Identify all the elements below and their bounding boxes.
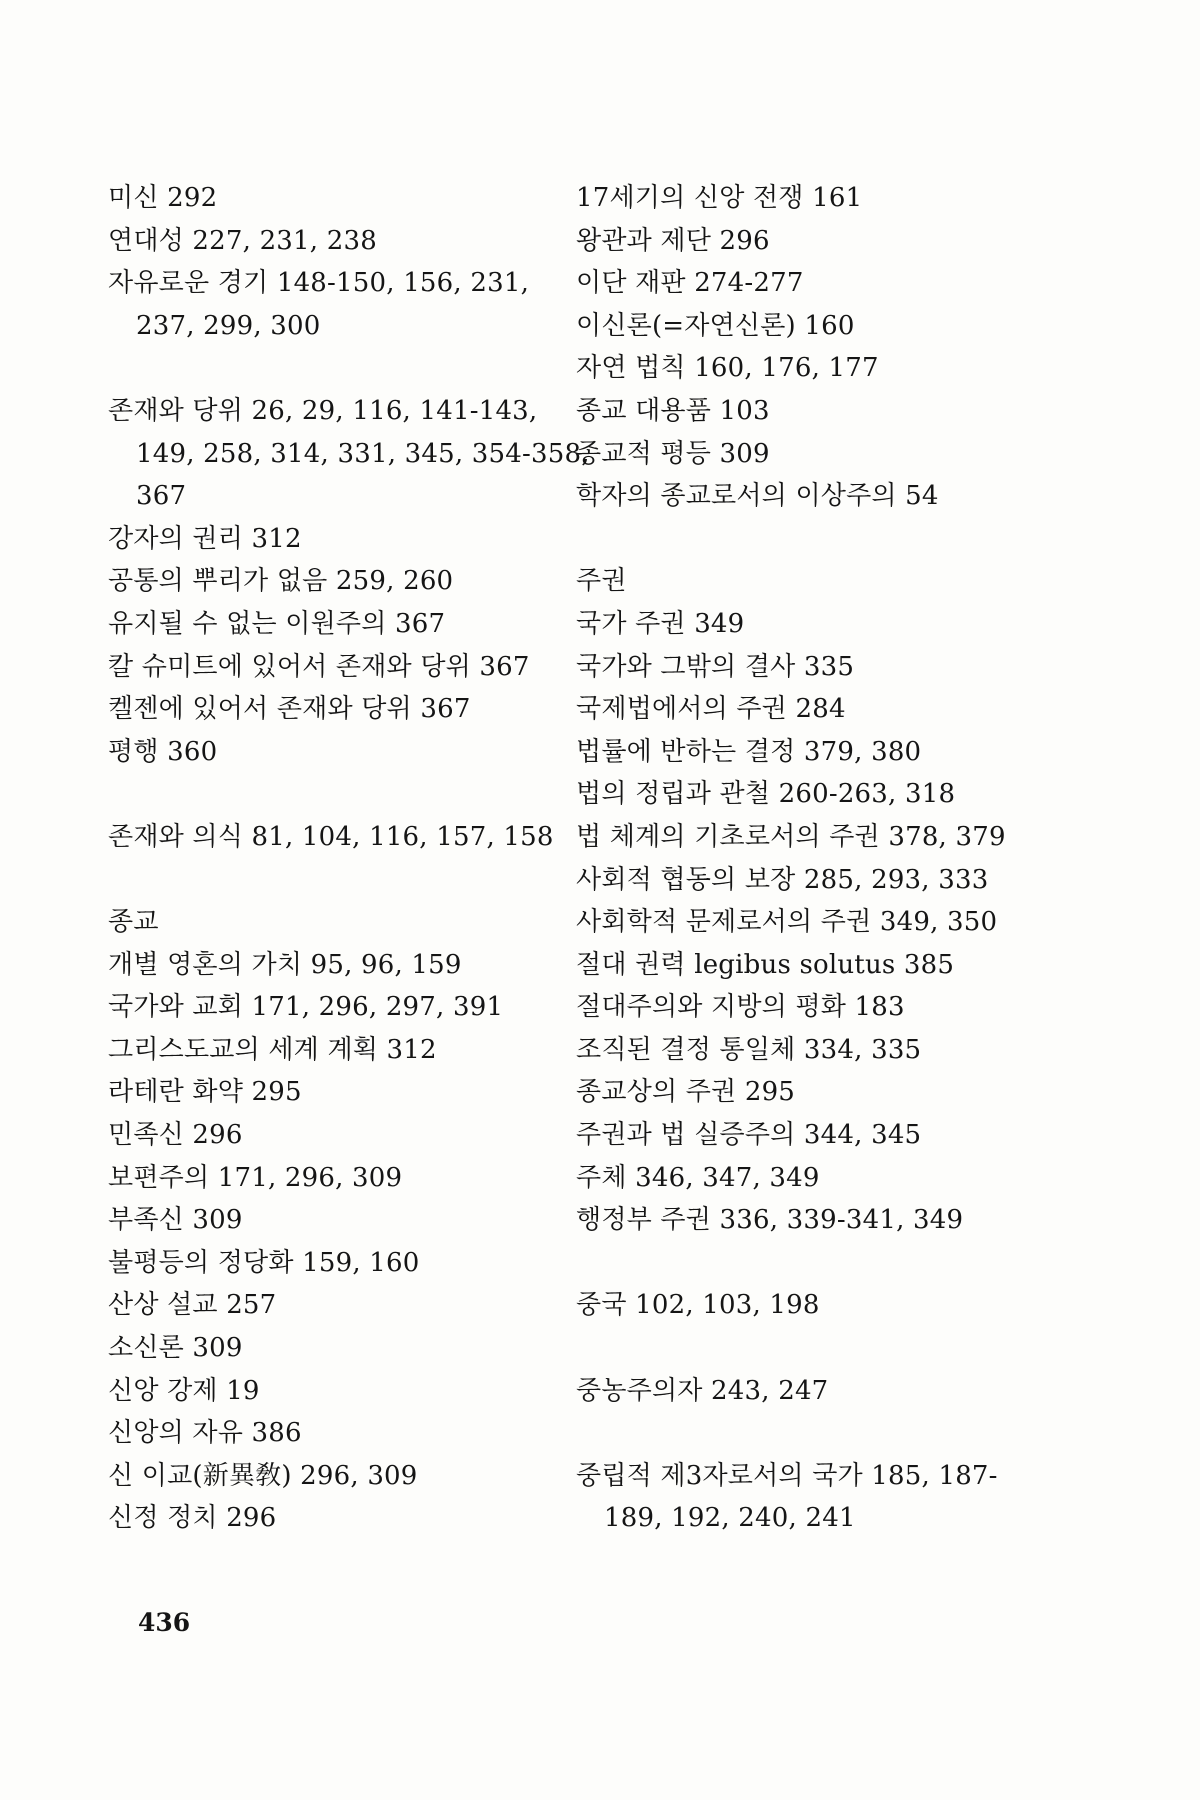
index-entry: 그리스도교의 세계 계획 312 [108, 1034, 437, 1065]
index-entry: 신정 정치 296 [108, 1503, 277, 1534]
index-spacer [108, 859, 548, 902]
index-entry: 공통의 뿌리가 없음 259, 260 [108, 566, 454, 597]
index-entry: 이단 재판 274-277 [576, 268, 804, 299]
index-entry: 강자의 권리 312 [108, 523, 302, 554]
index-entry: 신앙의 자유 386 [108, 1418, 302, 1449]
index-entry: 중농주의자 243, 247 [576, 1375, 829, 1406]
index-column-left [108, 177, 590, 1540]
index-entry: 국가와 그밖의 결사 335 [576, 651, 855, 682]
index-entry: 종교 [108, 907, 159, 938]
index-entry: 존재와 당위 26, 29, 116, 141-143, [108, 395, 538, 426]
index-entry: 켈젠에 있어서 존재와 당위 367 [108, 694, 471, 725]
index-spacer [108, 347, 548, 390]
index-entry: 존재와 의식 81, 104, 116, 157, 158 [108, 821, 554, 852]
index-entry: 종교 대용품 103 [576, 395, 770, 426]
index-entry: 17세기의 신앙 전쟁 161 [576, 183, 863, 213]
index-entry: 라테란 화약 295 [108, 1077, 302, 1108]
index-entry: 자연 법칙 160, 176, 177 [576, 353, 879, 384]
index-entry: 법 체계의 기초로서의 주권 378, 379 [576, 821, 1006, 852]
index-entry: 종교상의 주권 295 [576, 1077, 796, 1108]
index-entry: 국가 주권 349 [576, 608, 745, 639]
index-entry: 사회적 협동의 보장 285, 293, 333 [576, 864, 989, 895]
index-entry: 민족신 296 [108, 1120, 243, 1151]
index-spacer [108, 773, 548, 816]
index-entry: 국가와 교회 171, 296, 297, 391 [108, 992, 504, 1023]
index-spacer [576, 1327, 1046, 1370]
index-spacer [576, 1242, 1046, 1285]
index-entry: 부족신 309 [108, 1205, 243, 1236]
index-entry: 칼 슈미트에 있어서 존재와 당위 367 [108, 651, 530, 682]
index-entry-continuation: 237, 299, 300 [136, 310, 321, 341]
index-entry: 왕관과 제단 296 [576, 225, 770, 256]
index-entry: 신 이교(新異敎) 296, 309 [108, 1460, 418, 1491]
index-entry-continuation: 189, 192, 240, 241 [604, 1503, 856, 1534]
index-entry: 절대 권력 legibus solutus 385 [576, 949, 955, 980]
index-entry: 미신 292 [108, 183, 218, 213]
index-entry: 주권 [576, 566, 627, 597]
index-spacer [576, 1412, 1046, 1455]
index-entry: 중립적 제3자로서의 국가 185, 187- [576, 1460, 998, 1491]
index-entry: 평행 360 [108, 736, 218, 767]
index-column-right [576, 177, 1046, 1540]
index-entry: 법의 정립과 관철 260-263, 318 [576, 779, 956, 810]
index-entry: 보편주의 171, 296, 309 [108, 1162, 403, 1193]
index-entry: 국제법에서의 주권 284 [576, 694, 846, 725]
index-entry: 신앙 강제 19 [108, 1375, 260, 1406]
index-entry: 개별 영혼의 가치 95, 96, 159 [108, 949, 462, 980]
index-entry: 행정부 주권 336, 339-341, 349 [576, 1205, 964, 1236]
index-entry-continuation: 367 [136, 481, 187, 512]
index-entry: 주권과 법 실증주의 344, 345 [576, 1120, 922, 1151]
index-entry: 학자의 종교로서의 이상주의 54 [576, 481, 939, 512]
index-spacer [576, 518, 1046, 561]
index-entry: 유지될 수 없는 이원주의 367 [108, 608, 446, 639]
index-entry: 절대주의와 지방의 평화 183 [576, 992, 905, 1023]
index-entry: 불평등의 정당화 159, 160 [108, 1247, 420, 1278]
page-number: 436 [138, 1608, 191, 1637]
index-entry: 연대성 227, 231, 238 [108, 225, 377, 256]
index-entry: 소신론 309 [108, 1333, 243, 1364]
index-entry: 자유로운 경기 148-150, 156, 231, [108, 268, 530, 299]
index-entry: 종교적 평등 309 [576, 438, 770, 469]
index-entry: 주체 346, 347, 349 [576, 1162, 820, 1193]
index-entry-continuation: 149, 258, 314, 331, 345, 354-358, [136, 438, 590, 469]
index-entry: 사회학적 문제로서의 주권 349, 350 [576, 907, 998, 938]
index-entry: 조직된 결정 통일체 334, 335 [576, 1034, 922, 1065]
index-entry: 이신론(=자연신론) 160 [576, 310, 855, 341]
index-entry: 산상 설교 257 [108, 1290, 277, 1321]
index-entry: 법률에 반하는 결정 379, 380 [576, 736, 922, 767]
index-entry: 중국 102, 103, 198 [576, 1290, 820, 1321]
